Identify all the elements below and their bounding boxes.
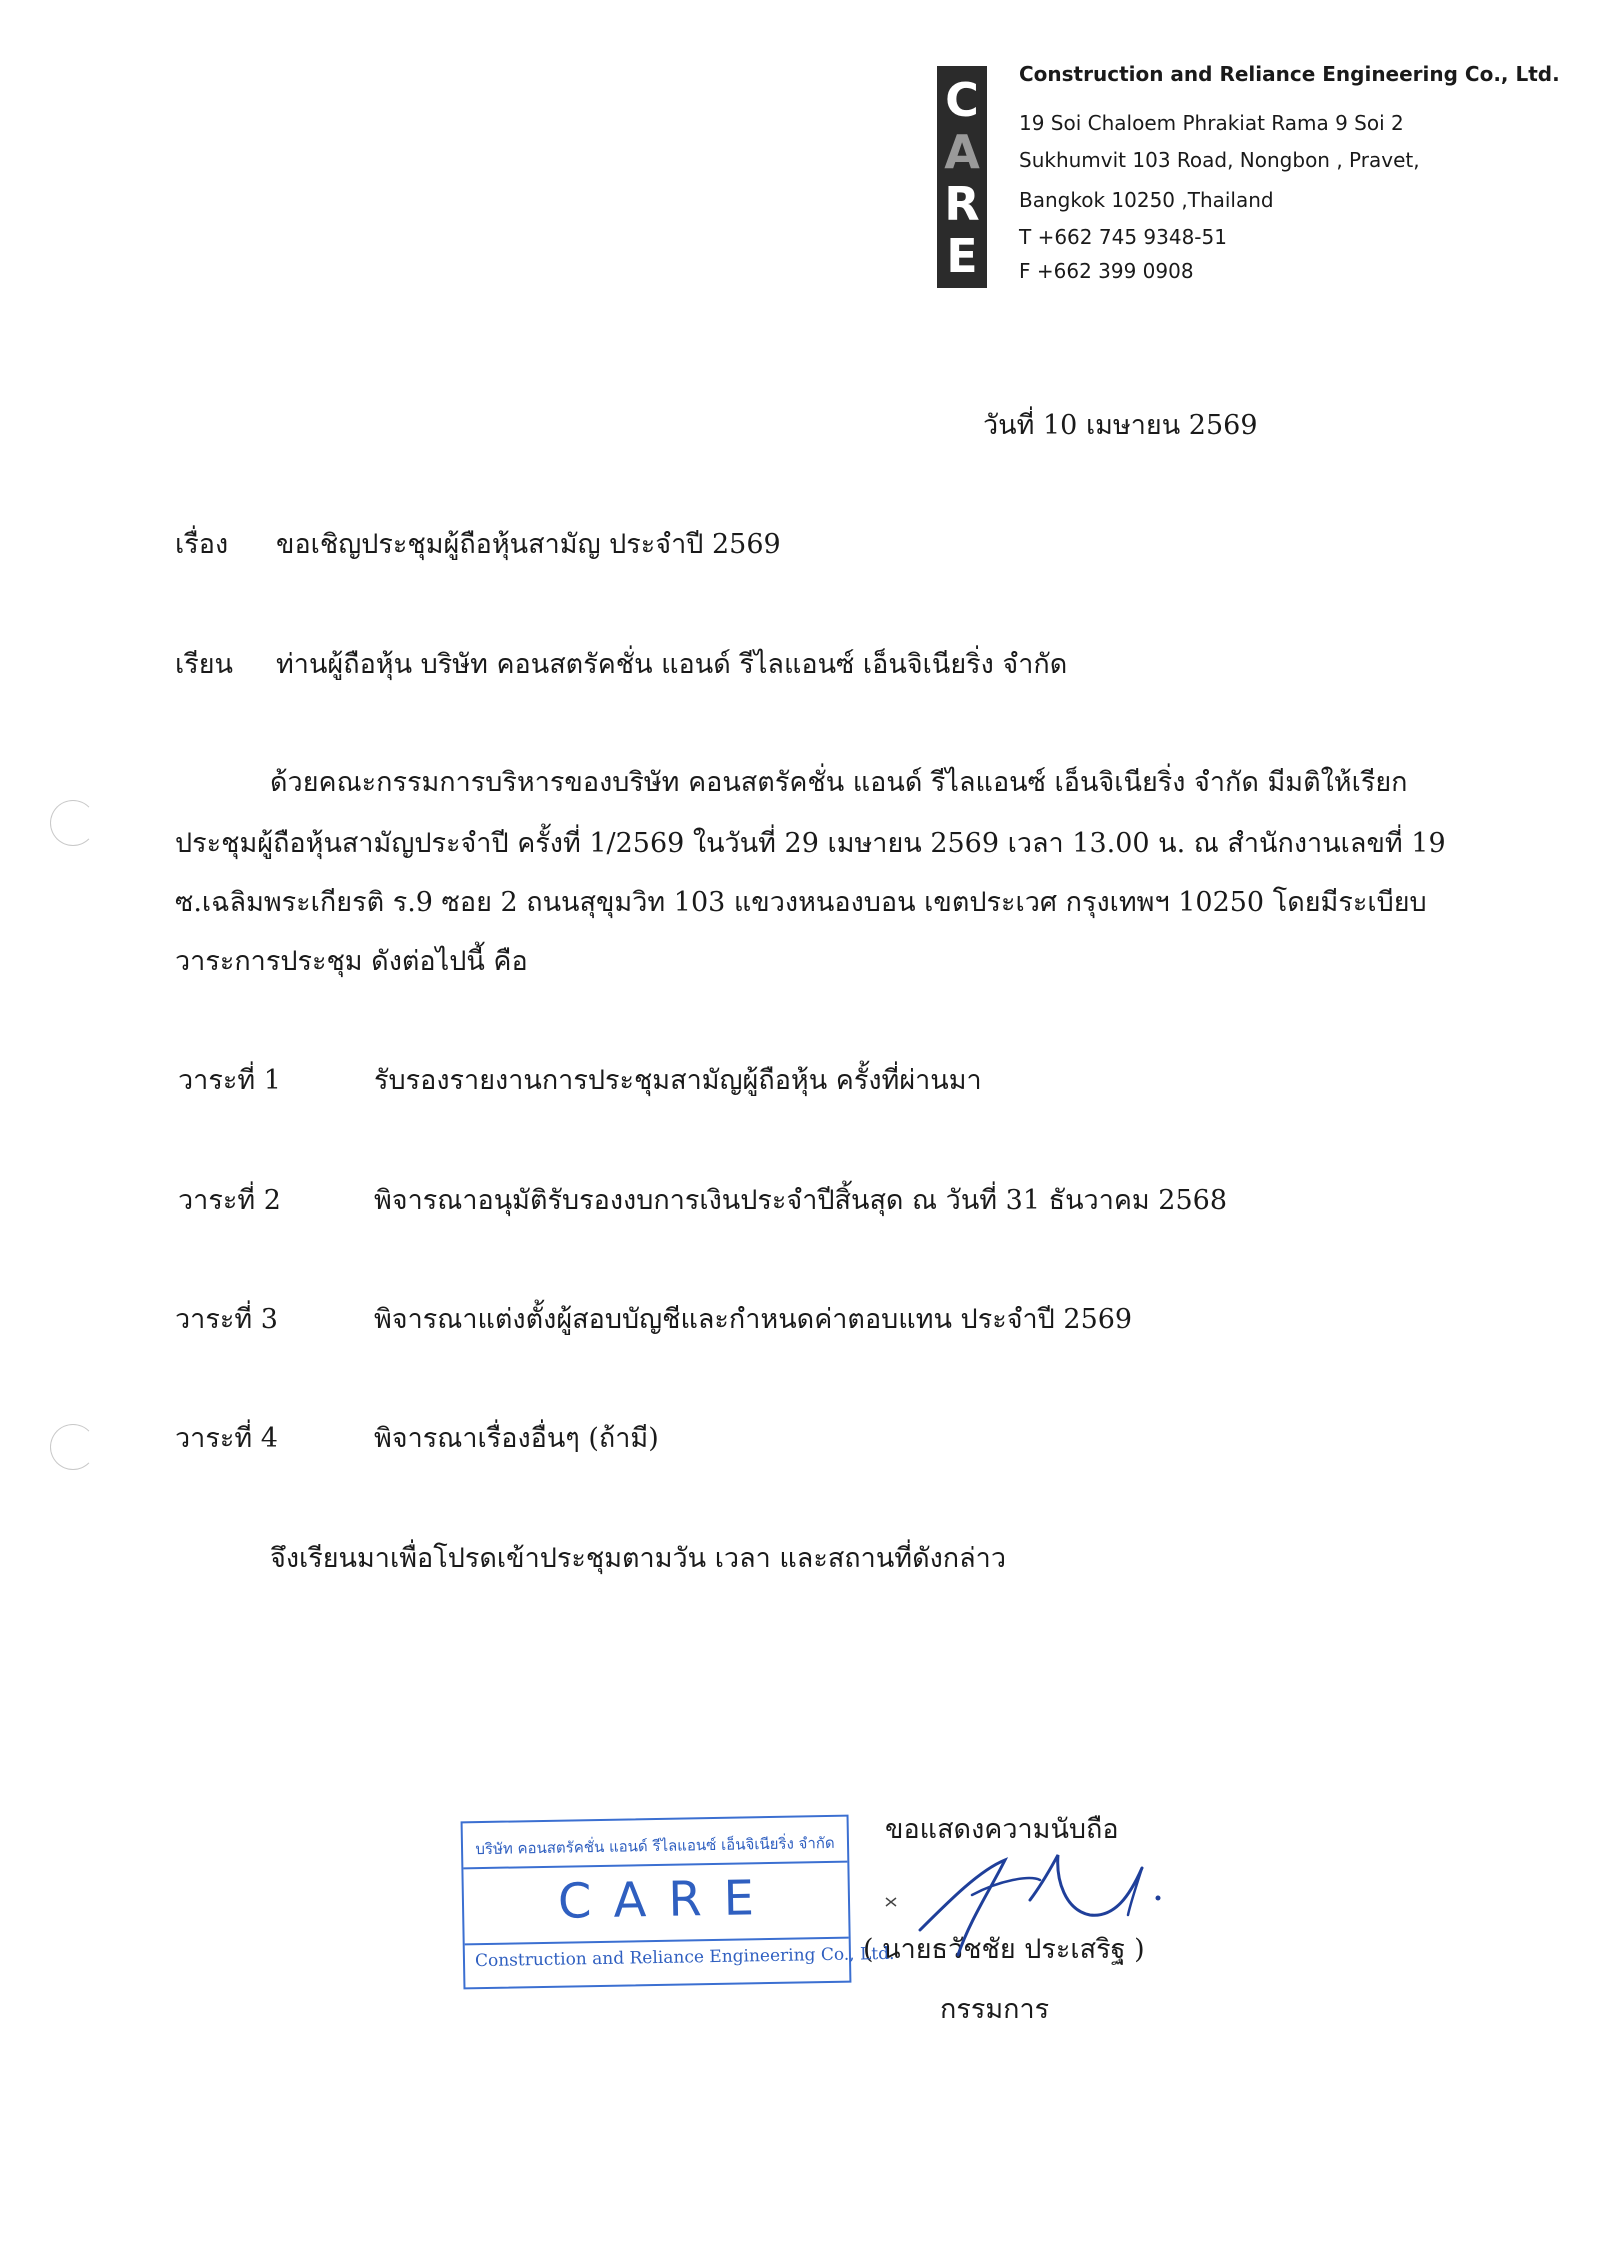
body-line-4: วาระการประชุม ดังต่อไปนี้ คือ <box>175 946 528 977</box>
address-line-3: Bangkok 10250 ,Thailand <box>1019 188 1274 212</box>
punch-hole <box>50 800 96 846</box>
agenda-text-4: พิจารณาเรื่องอื่นๆ (ถ้ามี) <box>374 1423 659 1454</box>
agenda-label-1: วาระที่ 1 <box>178 1065 281 1096</box>
punch-hole <box>50 1424 96 1470</box>
closing-text: จึงเรียนมาเพื่อโปรดเข้าประชุมตามวัน เวลา และสถานที่ดังกล่าว <box>270 1543 1007 1574</box>
address-line-1: 19 Soi Chaloem Phrakiat Rama 9 Soi 2 <box>1019 111 1404 135</box>
stamp-english-name: Construction and Reliance Engineering Co., Ltd. <box>474 1943 895 1972</box>
stamp-thai-name: บริษัท คอนสตรัคชั่น แอนด์ รีไลแอนซ์ เอ็นจิเนียริ่ง จำกัด <box>475 1833 835 1859</box>
recipient-text: ท่านผู้ถือหุ้น บริษัท คอนสตรัคชั่น แอนด์ รีไลแอนซ์ เอ็นจิเนียริ่ง จำกัด <box>276 649 1068 680</box>
company-logo <box>937 66 987 288</box>
stamp-divider <box>465 1937 849 1946</box>
agenda-text-2: พิจารณาอนุมัติรับรองงบการเงินประจำปีสิ้นสุด ณ วันที่ 31 ธันวาคม 2568 <box>374 1185 1228 1216</box>
logo-letter-c: C <box>945 73 979 127</box>
signatory-title: กรรมการ <box>940 1994 1050 2025</box>
stamp-divider <box>463 1861 847 1870</box>
subject-text: ขอเชิญประชุมผู้ถือหุ้นสามัญ ประจำปี 2569 <box>276 529 781 560</box>
body-line-3: ซ.เฉลิมพระเกียรติ ร.9 ซอย 2 ถนนสุขุมวิท 103 แขวงหนองบอน เขตประเวศ กรุงเทพฯ 10250 โดยมีระเบียบ <box>175 887 1427 918</box>
recipient-label: เรียน <box>175 649 234 680</box>
handwritten-signature <box>880 1820 1190 1980</box>
company-name: Construction and Reliance Engineering Co., Ltd. <box>1019 62 1560 86</box>
agenda-text-1: รับรองรายงานการประชุมสามัญผู้ถือหุ้น ครั้งที่ผ่านมา <box>374 1065 982 1096</box>
agenda-label-2: วาระที่ 2 <box>178 1185 281 1216</box>
logo-letter-e: E <box>946 229 978 283</box>
phone-line: T +662 745 9348-51 <box>1019 225 1227 249</box>
company-stamp <box>461 1815 895 1990</box>
body-line-1: ด้วยคณะกรรมการบริหารของบริษัท คอนสตรัคชั่น แอนด์ รีไลแอนซ์ เอ็นจิเนียริ่ง จำกัด มีมติให้เรียก <box>270 767 1408 798</box>
subject-label: เรื่อง <box>175 529 229 560</box>
stamp-brand: CARE <box>557 1869 777 1930</box>
body-line-2: ประชุมผู้ถือหุ้นสามัญประจำปี ครั้งที่ 1/2569 ในวันที่ 29 เมษายน 2569 เวลา 13.00 น. ณ สำนักงานเลขที่ 19 <box>175 828 1446 859</box>
regards-text: ขอแสดงความนับถือ <box>885 1814 1119 1845</box>
agenda-text-3: พิจารณาแต่งตั้งผู้สอบบัญชีและกำหนดค่าตอบแทน ประจำปี 2569 <box>374 1304 1133 1335</box>
agenda-label-4: วาระที่ 4 <box>175 1423 278 1454</box>
signatory-name: ( นายธวัชชัย ประเสริฐ ) <box>863 1934 1145 1965</box>
logo-letter-a: A <box>944 125 980 179</box>
logo-letter-r: R <box>944 177 980 231</box>
fax-line: F +662 399 0908 <box>1019 259 1194 283</box>
address-line-2: Sukhumvit 103 Road, Nongbon , Pravet, <box>1019 148 1420 172</box>
agenda-label-3: วาระที่ 3 <box>175 1304 278 1335</box>
letter-date: วันที่ 10 เมษายน 2569 <box>983 410 1258 441</box>
